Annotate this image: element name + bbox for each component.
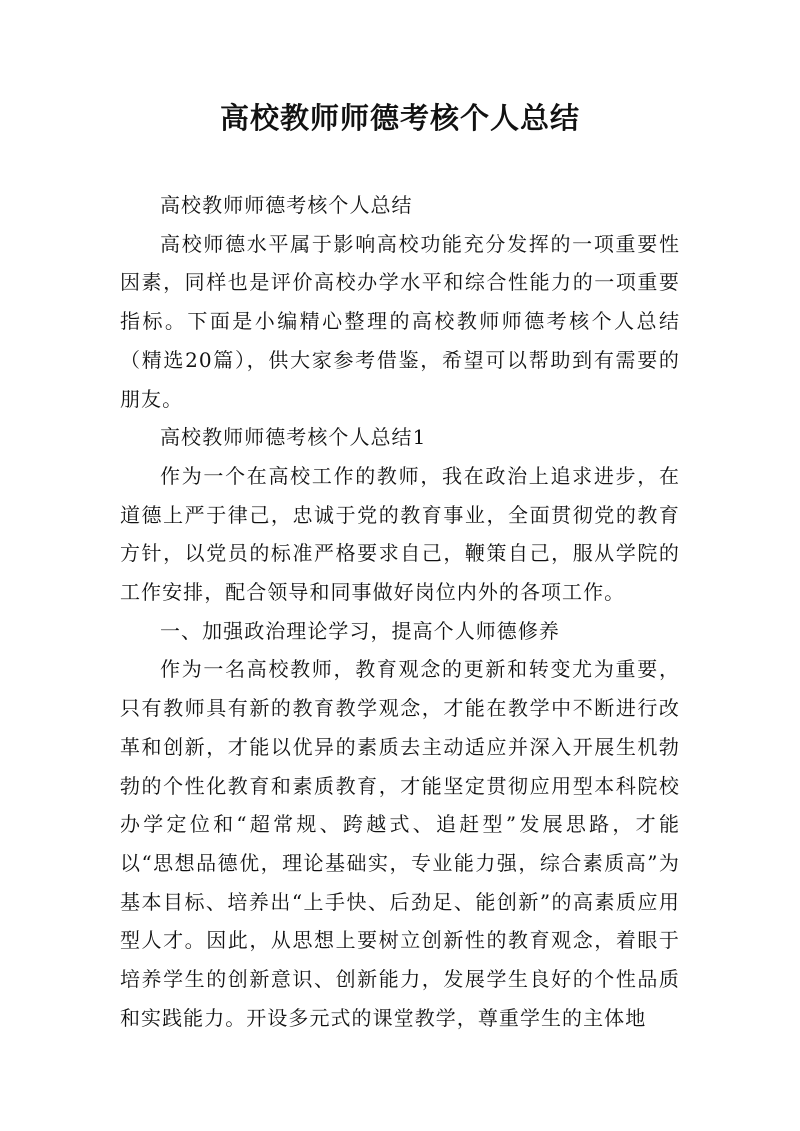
paragraph-intro: 高校师德水平属于影响高校功能充分发挥的一项重要性因素，同样也是评价高校办学水平和综合性能力的一项重要指标。下面是小编精心整理的高校教师师德考核个人总结（精选20篇），供大家参考借鉴，希望可以帮助到有需要的朋友。 <box>120 231 680 411</box>
document-body <box>120 186 680 1037</box>
paragraph-subtitle: 高校教师师德考核个人总结 <box>160 193 413 217</box>
paragraph-section-heading: 高校教师师德考核个人总结1 <box>160 425 427 450</box>
paragraph-work-summary: 作为一个在高校工作的教师，我在政治上追求进步，在道德上严于律己，忠诚于党的教育事业，全面贯彻党的教育方针，以党员的标准严格要求自己，鞭策自己，服从学院的工作安排，配合领导和同事做好岗位内外的各项工作。 <box>120 463 680 605</box>
paragraph-subheading: 一、加强政治理论学习，提高个人师德修养 <box>160 618 560 643</box>
paragraph-education-concepts: 作为一名高校教师，教育观念的更新和转变尤为重要，只有教师具有新的教育教学观念，才能在教学中不断进行改革和创新，才能以优异的素质去主动适应并深入开展生机勃勃的个性化教育和素质教育，才能坚定贯彻应用型本科院校办学定位和“超常规、跨越式、追赶型”发展思路，才能以“思想品德优，理论基础实，专业能力强，综合素质高”为基本目标、培养出“上手快、后劲足、能创新”的高素质应用型人才。因此，从思想上要树立创新性的教育观念，着眼于培养学生的创新意识、创新能力，发展学生良好的个性品质和实践能力。开设多元式的课堂教学，尊重学生的主体地 <box>120 657 680 1030</box>
document-title: 高校教师师德考核个人总结 <box>219 101 580 135</box>
